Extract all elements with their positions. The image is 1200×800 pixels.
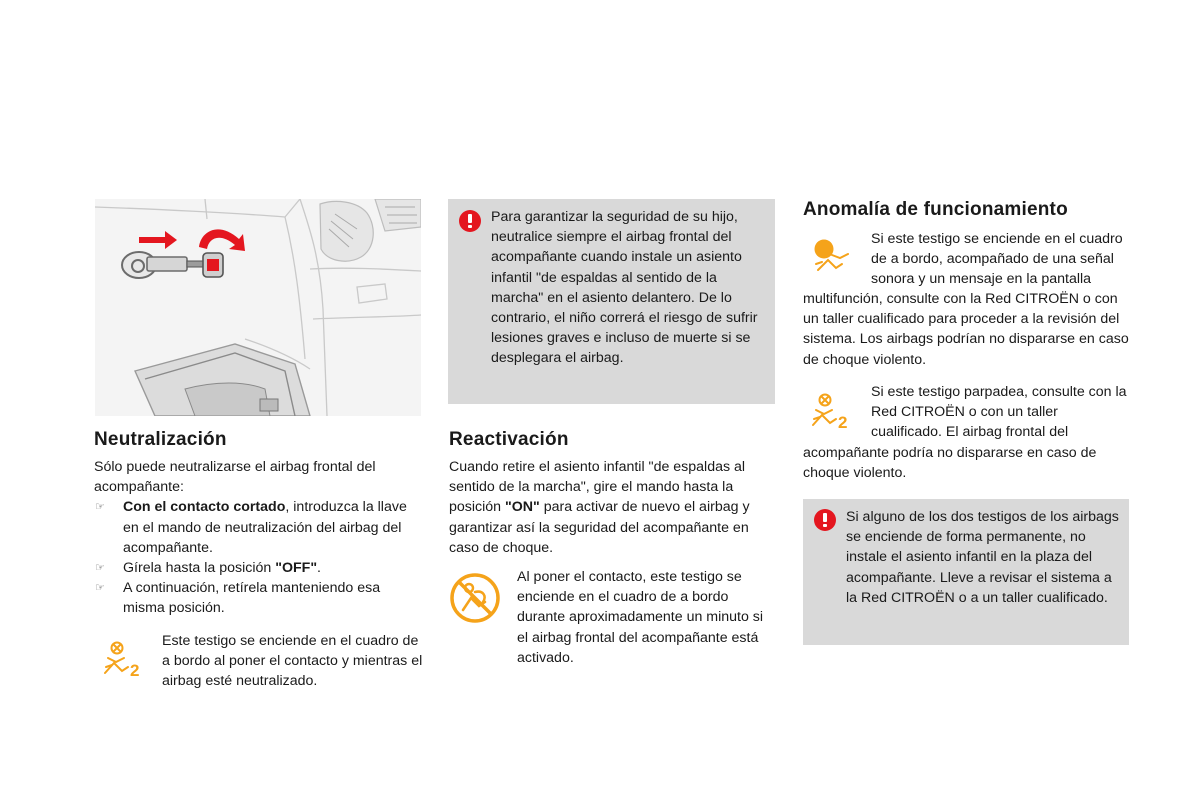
airbag-on-icon: [449, 572, 501, 624]
col1-indicator-text: Este testigo se enciende en el cuadro de a bordo al poner el contacto y mientras el airbag esté neutralizado.: [162, 633, 423, 690]
bullet-marker: ☞: [95, 562, 105, 575]
col1-bullet-list: [94, 497, 414, 618]
col3-p2-indent: Si este testigo parpadea, consulte con la Red CITROËN o con un taller cualificado. El airbag frontal del: [871, 384, 1127, 441]
col2-body-bold: "ON": [505, 499, 540, 516]
bullet-bold: "OFF": [275, 560, 318, 577]
list-item: [94, 558, 414, 578]
list-item: [94, 497, 414, 558]
bullet-text: , introduzca la llave en el mando de neutralización del airbag del acompañante.: [123, 499, 407, 556]
bullet-marker: ☞: [95, 582, 105, 595]
bullet-bold: Con el contacto cortado: [123, 499, 286, 516]
warning-box-airbag-fault: [803, 499, 1129, 645]
dashboard-illustration: [95, 199, 421, 416]
airbag-off-2-icon-graphic: [102, 640, 146, 680]
airbag-off-2-icon: [810, 392, 854, 432]
col2-indicator-text: Al poner el contacto, este testigo se enciende en el cuadro de a bordo durante aproximadamente un minuto si el airbag frontal del acompañante está activado.: [517, 569, 764, 666]
warning-icon: [459, 210, 481, 232]
svg-text:2: 2: [130, 661, 140, 680]
col3-p2-full: acompañante podría no dispararse en caso de choque violento.: [803, 445, 1097, 482]
col2-body-text: Cuando retire el asiento infantil "de espaldas al sentido de la marcha", gire el mando hasta la posición: [449, 459, 746, 516]
illustration-glovebox-key: [95, 199, 421, 416]
list-item: [94, 578, 414, 618]
bullet-text: A continuación, retírela manteniendo esa misma posición.: [123, 580, 381, 617]
col3-p1-indent: Si este testigo se enciende en el cuadro de a bordo, acompañado de una señal sonora y un mensaje en la pantalla: [871, 231, 1123, 288]
airbag-fault-icon: [812, 238, 856, 274]
svg-text:2: 2: [838, 413, 848, 432]
warning-icon: [814, 509, 836, 531]
airbag-fault-icon-graphic: [812, 238, 856, 274]
col2-body-text-end: para activar de nuevo el airbag y garantizar así la seguridad del acompañante en caso de choque.: [449, 499, 750, 556]
col3-p1-full: multifunción, consulte con la Red CITROËN o con un taller cualificado para proceder a la revisión del sistema. Los airbags podrían no dispararse en caso de choque violento.: [803, 291, 1129, 368]
warning-text: Para garantizar la seguridad de su hijo, neutralice siempre el airbag frontal del acompañante cuando instale un asiento infantil "de espaldas al sentido de la marcha" en el asiento delantero. De lo contrario, el niño correrá el riesgo de sufrir lesiones graves e incluso de muerte si se desplegara el airbag.: [491, 209, 758, 367]
airbag-off-2-icon: [102, 640, 146, 680]
heading-reactivacion: Reactivación: [449, 429, 569, 450]
col2-body: [449, 457, 775, 558]
airbag-on-icon-graphic: [449, 572, 501, 624]
col1-body: [94, 457, 414, 619]
warning-text: Si alguno de los dos testigos de los airbags se enciende de forma permanente, no instale el asiento infantil en la plaza del acompañante. Lleve a revisar el sistema a la Red CITROËN o a un taller cualificado.: [846, 509, 1119, 606]
bullet-text: .: [317, 560, 321, 577]
bullet-marker: ☞: [95, 501, 105, 514]
heading-anomalia: Anomalía de funcionamiento: [803, 199, 1068, 220]
airbag-off-2-icon-graphic: [810, 392, 854, 432]
warning-box-child-seat: [448, 199, 775, 404]
heading-neutralizacion: Neutralización: [94, 429, 227, 450]
col1-intro: Sólo puede neutralizarse el airbag frontal del acompañante:: [94, 459, 376, 496]
bullet-text: Gírela hasta la posición: [123, 560, 276, 577]
